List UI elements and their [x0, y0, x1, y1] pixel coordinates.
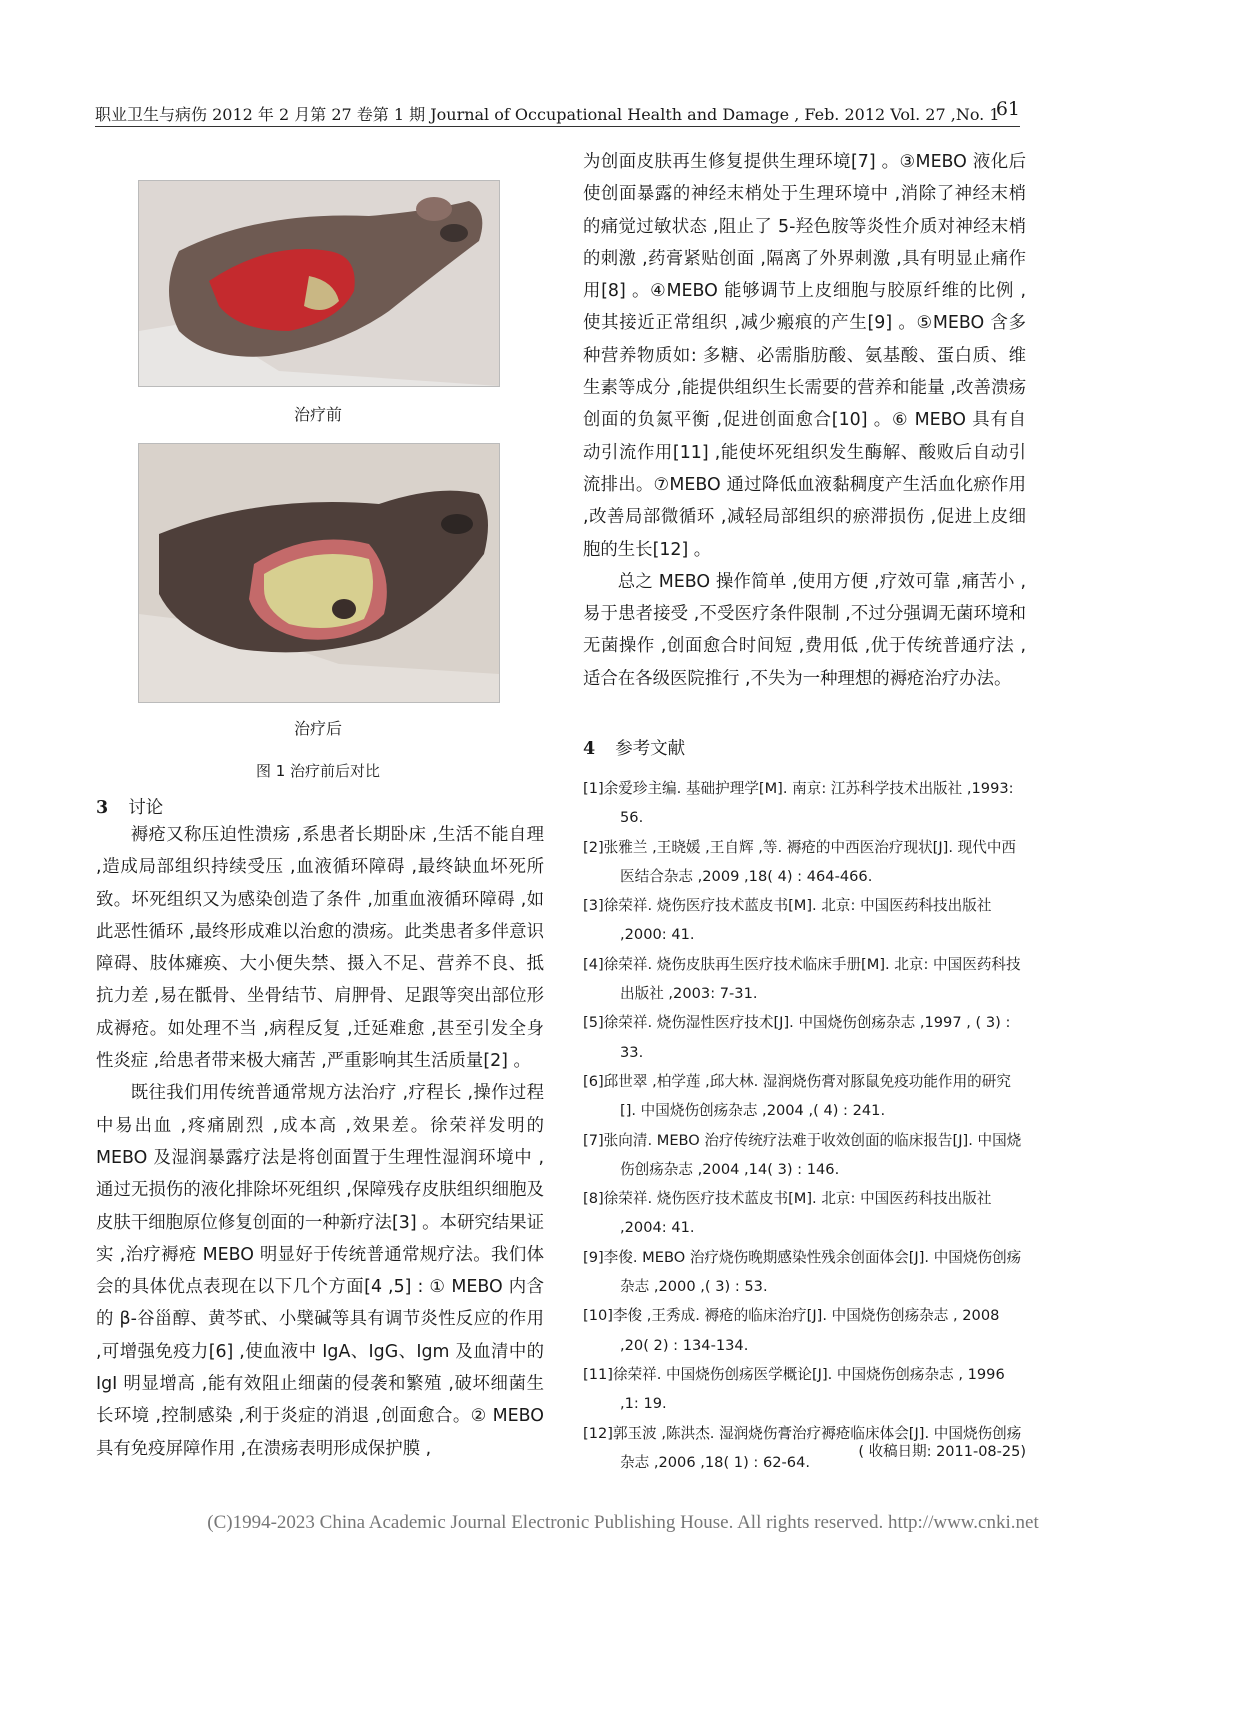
reference-item: [1]余爱珍主编. 基础护理学[M]. 南京: 江苏科学技术出版社 ,1993: 56.: [583, 780, 1014, 827]
section-title: 参考文献: [615, 739, 686, 759]
copyright-footer: (C)1994-2023 China Academic Journal Electronic Publishing House. All rights reserved. http://www.cnki.net: [207, 1512, 1039, 1533]
section-number: 4: [583, 739, 596, 759]
reference-item: [10]李俊 ,王秀成. 褥疮的临床治疗[J]. 中国烧伤创疡杂志 , 2008 ,20( 2) : 134-134.: [583, 1307, 1000, 1354]
section-heading-discussion: [96, 794, 163, 819]
figure-caption: 图 1 治疗前后对比: [255, 762, 381, 780]
reference-item: [5]徐荣祥. 烧伤湿性医疗技术[J]. 中国烧伤创疡杂志 ,1997 , ( 3) : 33.: [583, 1014, 1011, 1061]
reference-item: [2]张雅兰 ,王晓媛 ,王自辉 ,等. 褥疮的中西医治疗现状[J]. 现代中西医结合杂志 ,2009 ,18( 4) : 464-466.: [583, 838, 1017, 885]
photo-after-caption: 治疗后: [293, 719, 342, 738]
right-column-body: [583, 146, 1026, 695]
section-number: 3: [96, 798, 109, 818]
paragraph: 褥疮又称压迫性溃疡 ,系患者长期卧床 ,生活不能自理 ,造成局部组织持续受压 ,血液循环障碍 ,最终缺血坏死所致。坏死组织又为感染创造了条件 ,加重血液循环障碍 ,如此恶性循环 ,最终形成难以治愈的溃疡。此类患者多伴意识障碍、肢体瘫痪、大小便失禁、摄入不足、营养不良、抵抗力差 ,易在骶骨、坐骨结节、肩胛骨、足跟等突出部位形成褥疮。如处理不当 ,病程反复 ,迁延难愈 ,甚至引发全身性炎症 ,给患者带来极大痛苦 ,严重影响其生活质量[2] 。: [96, 825, 544, 1072]
reference-item: [3]徐荣祥. 烧伤医疗技术蓝皮书[M]. 北京: 中国医药科技出版社 ,2000: 41.: [583, 897, 992, 944]
photo-before-caption: 治疗前: [293, 405, 342, 424]
photo-before-treatment: [138, 180, 500, 387]
reference-item: [9]李俊. MEBO 治疗烧伤晚期感染性残余创面体会[J]. 中国烧伤创疡杂志 ,2000 ,( 3) : 53.: [583, 1248, 1022, 1296]
paragraph: 既往我们用传统普通常规方法治疗 ,疗程长 ,操作过程中易出血 ,疼痛剧烈 ,成本高 ,效果差。徐荣祥发明的 MEBO 及湿润暴露疗法是将创面置于生理性湿润环境中 ,通过无损伤的液化排除坏死组织 ,保障残存皮肤组织细胞及皮肤干细胞原位修复创面的一种新疗法[3] 。本研究结果证实 ,治疗褥疮 MEBO 明显好于传统普通常规疗法。我们体会的具体优点表现在以下几个方面[4 ,5] : ① MEBO 内含的 β-谷甾醇、黄芩甙、小檗碱等具有调节炎性反应的作用 ,可增强免疫力[6] ,使血液中 IgA、IgG、Igm 及血清中的 IgI 明显增高 ,能有效阻止细菌的侵袭和繁殖 ,破坏细菌生长环境 ,控制感染 ,利于炎症的消退 ,创面愈合。② MEBO 具有免疫屏障作用 ,在溃疡表明形成保护膜 ,: [96, 1083, 544, 1459]
reference-item: [8]徐荣祥. 烧伤医疗技术蓝皮书[M]. 北京: 中国医药科技出版社 ,2004: 41.: [583, 1190, 992, 1237]
journal-title: 职业卫生与病伤 2012 年 2 月第 27 卷第 1 期 Journal of Occupational Health and Damage , Feb. 2012 Vol. 27 ,No. 1: [95, 105, 1000, 124]
paragraph: 为创面皮肤再生修复提供生理环境[7] 。③MEBO 液化后使创面暴露的神经末梢处于生理环境中 ,消除了神经末梢的痛觉过敏状态 ,阻止了 5-羟色胺等炎性介质对神经末梢的刺激 ,药膏紧贴创面 ,隔离了外界刺激 ,具有明显止痛作用[8] 。④MEBO 能够调节上皮细胞与胶原纤维的比例 ,使其接近正常组织 ,减少瘢痕的产生[9] 。⑤MEBO 含多种营养物质如: 多糖、必需脂肪酸、氨基酸、蛋白质、维生素等成分 ,能提供组织生长需要的营养和能量 ,改善溃疡创面的负氮平衡 ,促进创面愈合[10] 。⑥ MEBO 具有自动引流作用[11] ,能使坏死组织发生酶解、酸败后自动引流排出。⑦MEBO 通过降低血液黏稠度产生活血化瘀作用 ,改善局部微循环 ,减轻局部组织的瘀滞损伤 ,促进上皮细胞的生长[12] 。: [583, 152, 1026, 560]
section-title: 讨论: [128, 798, 164, 818]
reference-item: [7]张向清. MEBO 治疗传统疗法难于收效创面的临床报告[J]. 中国烧伤创疡杂志 ,2004 ,14( 3) : 146.: [583, 1131, 1022, 1178]
page-number: 61: [995, 98, 1020, 120]
header-rule: [95, 126, 1020, 127]
photo-after-treatment: [138, 443, 500, 703]
paragraph: 总之 MEBO 操作简单 ,使用方便 ,疗效可靠 ,痛苦小 ,易于患者接受 ,不受医疗条件限制 ,不过分强调无菌环境和无菌操作 ,创面愈合时间短 ,费用低 ,优于传统普通疗法 ,适合在各级医院推行 ,不失为一种理想的褥疮治疗办法。: [583, 571, 1026, 689]
reference-item: [4]徐荣祥. 烧伤皮肤再生医疗技术临床手册[M]. 北京: 中国医药科技出版社 ,2003: 7-31.: [583, 955, 1021, 1003]
received-date: ( 收稿日期: 2011-08-25): [858, 1444, 1026, 1460]
reference-item: [11]徐荣祥. 中国烧伤创疡医学概论[J]. 中国烧伤创疡杂志 , 1996 ,1: 19.: [583, 1365, 1005, 1413]
section-heading-references: [583, 735, 685, 760]
running-header: [95, 98, 1020, 128]
reference-list: [583, 774, 1026, 1477]
reference-item: [6]邱世翠 ,柏学莲 ,邱大林. 湿润烧伤膏对豚鼠免疫功能作用的研究[]. 中国烧伤创疡杂志 ,2004 ,( 4) : 241.: [583, 1072, 1011, 1120]
reference-item: [12]郭玉波 ,陈洪杰. 湿润烧伤膏治疗褥疮临床体会[J]. 中国烧伤创疡杂志 ,2006 ,18( 1) : 62-64.: [583, 1424, 1022, 1471]
left-column-body: [96, 819, 544, 1465]
